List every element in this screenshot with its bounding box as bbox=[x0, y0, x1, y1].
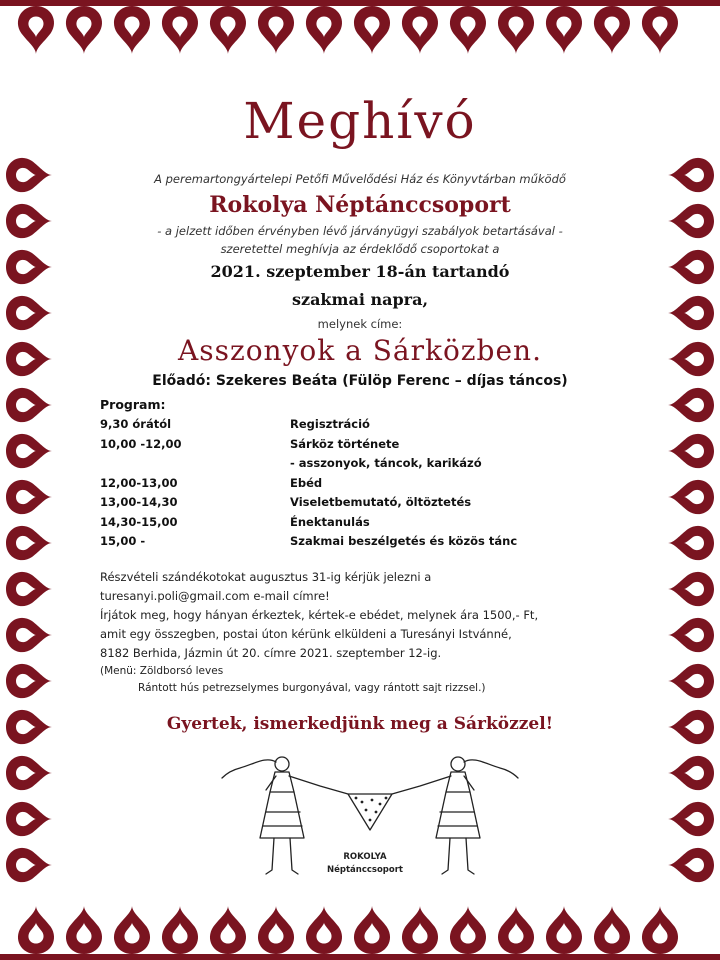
logo-line-1: ROKOLYA bbox=[343, 852, 387, 862]
heart-motif-icon bbox=[594, 906, 630, 954]
intro-text: A peremartongyártelepi Petőfi Művelődési Ház és Könyvtárban működő bbox=[154, 172, 566, 186]
registration-instructions: Írjátok meg, hogy hányan érkeztek, kértek-e ebédet, melynek ára 1500,- Ft, bbox=[100, 608, 539, 622]
heart-motif-icon bbox=[668, 204, 714, 238]
program-activity: Regisztráció bbox=[290, 417, 370, 431]
heart-motif-icon bbox=[66, 6, 102, 54]
program-activity: - asszonyok, táncok, karikázó bbox=[290, 456, 482, 470]
heart-motif-icon bbox=[668, 664, 714, 698]
heart-motif-icon bbox=[210, 906, 246, 954]
registration-deadline: Részvételi szándékotokat augusztus 31-ig kérjük jelezni a bbox=[100, 570, 432, 584]
heart-motif-icon bbox=[668, 756, 714, 790]
rules-text: - a jelzett időben érvényben lévő járványügyi szabályok betartásával - bbox=[157, 224, 563, 238]
heart-motif-icon bbox=[162, 6, 198, 54]
heart-motif-icon bbox=[6, 572, 52, 606]
heart-motif-icon bbox=[668, 572, 714, 606]
heart-motif-icon bbox=[6, 434, 52, 468]
heart-motif-icon bbox=[402, 6, 438, 54]
heart-motif-icon bbox=[450, 906, 486, 954]
program-time: 9,30 órától bbox=[100, 417, 172, 431]
heart-motif-icon bbox=[18, 6, 54, 54]
heart-motif-icon bbox=[354, 906, 390, 954]
heart-motif-icon bbox=[498, 906, 534, 954]
heart-motif-icon bbox=[6, 342, 52, 376]
heart-motif-icon bbox=[402, 906, 438, 954]
event-type: szakmai napra, bbox=[291, 290, 429, 309]
heart-motif-icon bbox=[668, 848, 714, 882]
program-activity: Ebéd bbox=[290, 475, 323, 490]
program-row bbox=[100, 532, 560, 552]
invitation-title: Meghívó bbox=[243, 92, 477, 150]
heart-motif-icon bbox=[6, 158, 52, 192]
heart-motif-icon bbox=[546, 906, 582, 954]
heart-motif-icon bbox=[6, 204, 52, 238]
heart-motif-icon bbox=[642, 906, 678, 954]
contact-email[interactable]: turesanyi.poli@gmail.com e-mail címre! bbox=[100, 589, 330, 603]
heart-motif-icon bbox=[210, 6, 246, 54]
program-time: 13,00-14,30 bbox=[100, 495, 178, 509]
heart-motif-icon bbox=[668, 296, 714, 330]
postal-address: 8182 Berhida, Jázmin út 20. címre 2021. szeptember 12-ig. bbox=[100, 646, 442, 660]
heart-motif-icon bbox=[6, 388, 52, 422]
invite-text: szeretettel meghívja az érdeklődő csoportokat a bbox=[220, 242, 500, 256]
group-name: Rokolya Néptánccsoport bbox=[209, 192, 511, 218]
heart-motif-icon bbox=[668, 526, 714, 560]
program-row bbox=[100, 435, 560, 455]
heart-motif-icon bbox=[668, 342, 714, 376]
heart-motif-icon bbox=[258, 906, 294, 954]
two-dancers-illustration-icon bbox=[220, 752, 520, 882]
program-schedule bbox=[100, 415, 560, 552]
menu-line: Rántott hús petrezselymes burgonyával, vagy rántott sajt rizzsel.) bbox=[138, 682, 486, 694]
heart-motif-icon bbox=[306, 6, 342, 54]
logo-line-2: Néptánccsoport bbox=[327, 865, 403, 875]
title-label: melynek címe: bbox=[317, 317, 403, 331]
program-activity: Énektanulás bbox=[290, 514, 370, 529]
program-time bbox=[100, 454, 290, 474]
event-theme: Asszonyok a Sárközben. bbox=[177, 334, 542, 367]
heart-motif-icon bbox=[306, 906, 342, 954]
program-activity: Sárköz története bbox=[290, 436, 400, 451]
program-row bbox=[100, 474, 560, 494]
heart-motif-icon bbox=[258, 6, 294, 54]
heart-motif-icon bbox=[18, 906, 54, 954]
program-label: Program: bbox=[100, 397, 166, 412]
heart-motif-icon bbox=[114, 906, 150, 954]
program-activity: Viseletbemutató, öltöztetés bbox=[290, 495, 472, 509]
program-row bbox=[100, 513, 560, 533]
heart-motif-icon bbox=[6, 802, 52, 836]
heart-motif-icon bbox=[162, 906, 198, 954]
heart-motif-icon bbox=[6, 756, 52, 790]
program-time: 10,00 -12,00 bbox=[100, 436, 182, 451]
registration-notes bbox=[100, 568, 620, 697]
heart-motif-icon bbox=[6, 250, 52, 284]
program-activity: Szakmai beszélgetés és közös tánc bbox=[290, 534, 518, 548]
heart-motif-icon bbox=[6, 618, 52, 652]
heart-motif-icon bbox=[668, 618, 714, 652]
heart-motif-icon bbox=[668, 250, 714, 284]
closing-line: Gyertek, ismerkedjünk meg a Sárközzel! bbox=[166, 714, 554, 734]
program-row bbox=[100, 415, 560, 435]
heart-motif-icon bbox=[6, 848, 52, 882]
event-date: 2021. szeptember 18-án tartandó bbox=[210, 262, 510, 281]
program-time: 14,30-15,00 bbox=[100, 514, 178, 529]
heart-motif-icon bbox=[668, 388, 714, 422]
heart-motif-icon bbox=[546, 6, 582, 54]
heart-motif-icon bbox=[498, 6, 534, 54]
heart-motif-icon bbox=[668, 480, 714, 514]
heart-motif-icon bbox=[6, 480, 52, 514]
heart-motif-icon bbox=[6, 526, 52, 560]
heart-motif-icon bbox=[450, 6, 486, 54]
heart-motif-icon bbox=[594, 6, 630, 54]
heart-motif-icon bbox=[668, 434, 714, 468]
program-time: 15,00 - bbox=[100, 534, 146, 548]
program-time: 12,00-13,00 bbox=[100, 475, 178, 490]
heart-motif-icon bbox=[114, 6, 150, 54]
heart-motif-icon bbox=[6, 296, 52, 330]
payment-instructions: amit egy összegben, postai úton kérünk elküldeni a Turesányi Istvánné, bbox=[100, 627, 512, 641]
heart-motif-icon bbox=[6, 664, 52, 698]
heart-motif-icon bbox=[354, 6, 390, 54]
heart-motif-icon bbox=[642, 6, 678, 54]
heart-motif-icon bbox=[668, 802, 714, 836]
heart-motif-icon bbox=[668, 158, 714, 192]
heart-motif-icon bbox=[66, 906, 102, 954]
presenter-line: Előadó: Szekeres Beáta (Fülöp Ferenc – díjas táncos) bbox=[152, 373, 568, 389]
menu-line: (Menü: Zöldborsó leves bbox=[100, 665, 224, 677]
program-row bbox=[100, 493, 560, 513]
program-row bbox=[100, 454, 560, 474]
